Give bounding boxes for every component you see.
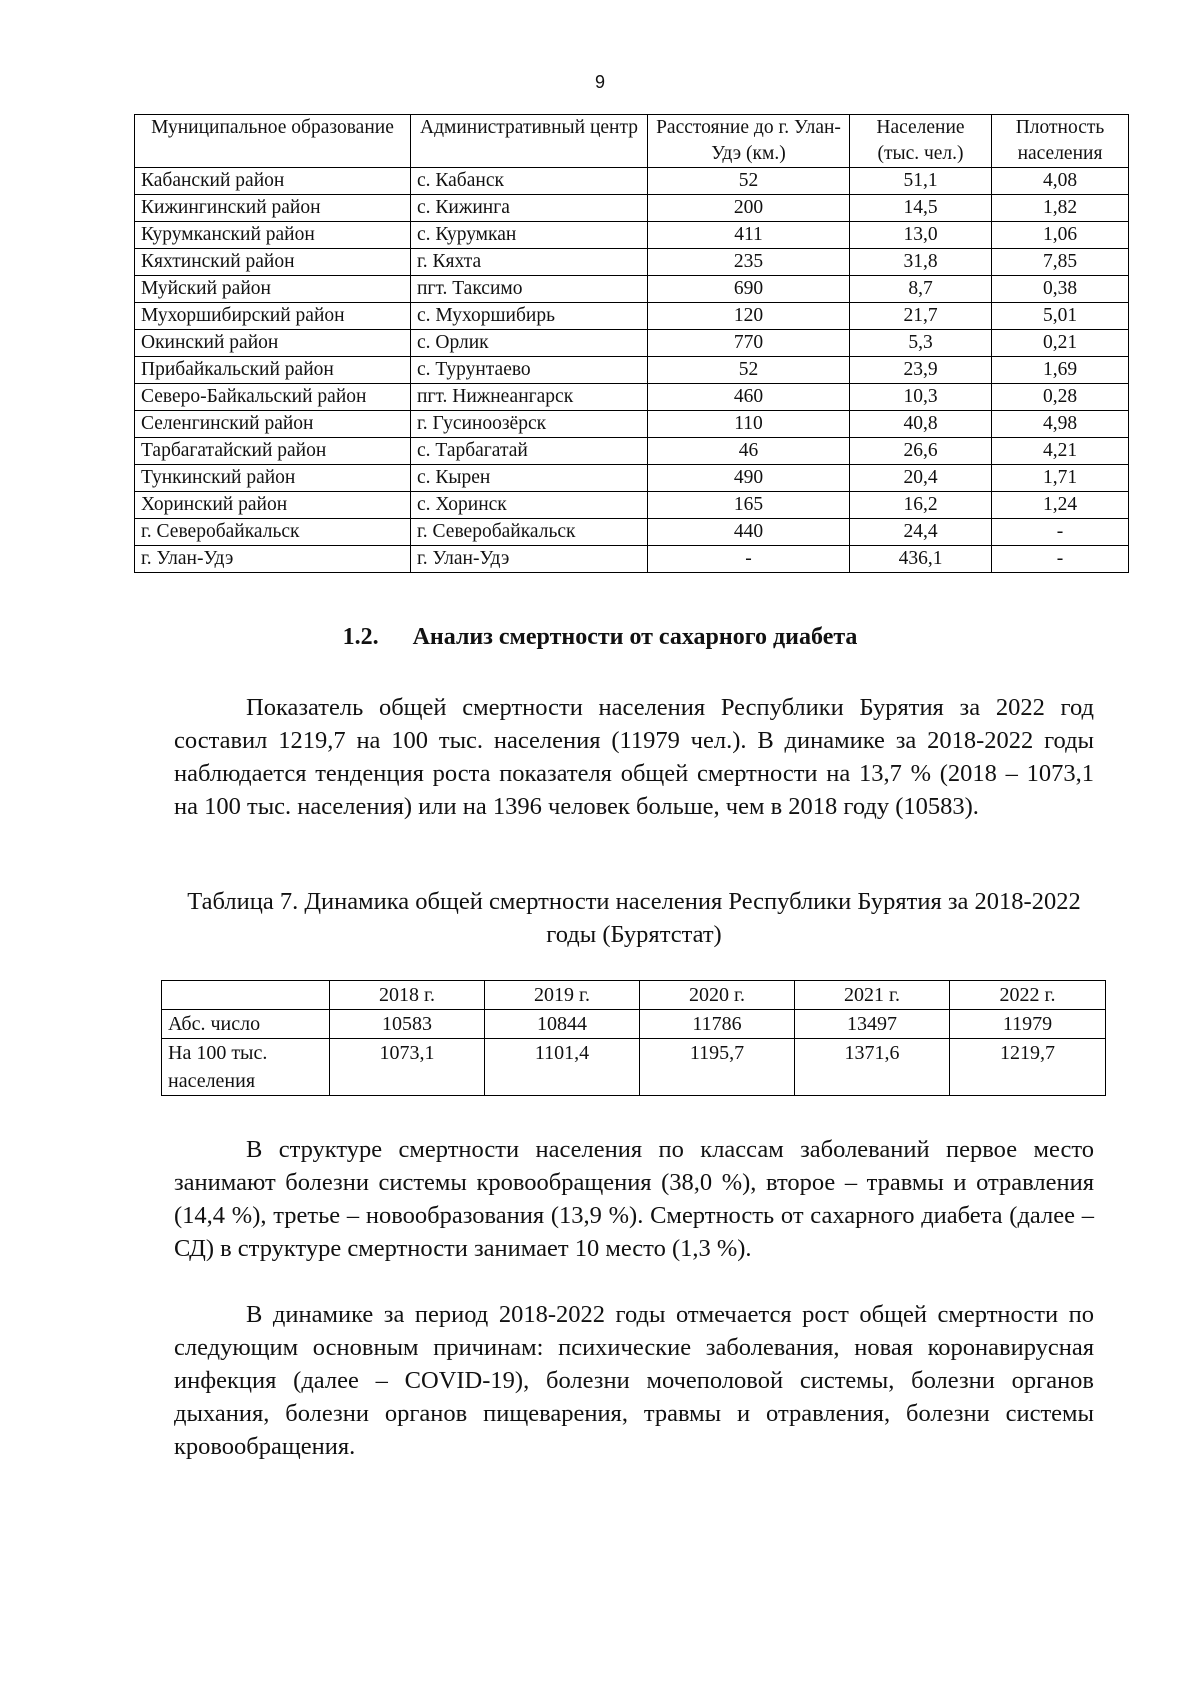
districts-cell: 436,1: [850, 546, 992, 573]
districts-cell: Муйский район: [135, 276, 411, 303]
districts-cell: 14,5: [850, 195, 992, 222]
districts-cell: 235: [648, 249, 850, 276]
districts-cell: 24,4: [850, 519, 992, 546]
dynamics-cell: 10583: [330, 1010, 485, 1039]
districts-cell: с. Кабанск: [411, 168, 648, 195]
districts-cell: 1,82: [992, 195, 1129, 222]
districts-cell: пгт. Нижнеангарск: [411, 384, 648, 411]
districts-cell: Окинский район: [135, 330, 411, 357]
dynamics-cell: 10844: [485, 1010, 640, 1039]
districts-cell: с. Хоринск: [411, 492, 648, 519]
districts-cell: с. Кижинга: [411, 195, 648, 222]
districts-cell: 0,21: [992, 330, 1129, 357]
districts-cell: г. Северобайкальск: [411, 519, 648, 546]
table-row: [162, 1010, 1106, 1039]
districts-cell: с. Кырен: [411, 465, 648, 492]
districts-cell: г. Улан-Удэ: [135, 546, 411, 573]
section-heading: [0, 624, 1200, 651]
districts-cell: с. Мухоршибирь: [411, 303, 648, 330]
districts-cell: 200: [648, 195, 850, 222]
dynamics-cell: 1073,1: [330, 1039, 485, 1096]
districts-cell: 21,7: [850, 303, 992, 330]
districts-cell: -: [992, 519, 1129, 546]
table-row: [135, 411, 1129, 438]
districts-cell: 0,38: [992, 276, 1129, 303]
paragraph-mortality-causes: В динамике за период 2018-2022 годы отмечается рост общей смертности по следующим основным причинам: психические заболевания, новая коронавирусная инфекция (далее – COVID-19), болезни мочеполовой системы, болезни органов дыхания, болезни органов пищеварения, травмы и отравления, болезни системы кровообращения.: [174, 1301, 1094, 1460]
districts-cell: 31,8: [850, 249, 992, 276]
table-row: [162, 1039, 1106, 1096]
districts-cell: 690: [648, 276, 850, 303]
dynamics-header-cell: [162, 981, 330, 1010]
dynamics-header-cell: 2018 г.: [330, 981, 485, 1010]
districts-cell: Тарбагатайский район: [135, 438, 411, 465]
districts-cell: 5,01: [992, 303, 1129, 330]
table-row: [135, 546, 1129, 573]
districts-cell: 52: [648, 357, 850, 384]
dynamics-header-cell: 2019 г.: [485, 981, 640, 1010]
districts-cell: Мухоршибирский район: [135, 303, 411, 330]
districts-cell: Тункинский район: [135, 465, 411, 492]
districts-cell: 1,69: [992, 357, 1129, 384]
table-row: [135, 357, 1129, 384]
dynamics-header-row: [162, 981, 1106, 1010]
districts-cell: с. Турунтаево: [411, 357, 648, 384]
table7-caption: Таблица 7. Динамика общей смертности населения Республики Бурятия за 2018-2022 годы (Бурятстат): [187, 888, 1081, 948]
districts-cell: Кижингинский район: [135, 195, 411, 222]
districts-cell: 16,2: [850, 492, 992, 519]
districts-cell: 770: [648, 330, 850, 357]
districts-table: [134, 114, 1129, 573]
districts-cell: г. Улан-Удэ: [411, 546, 648, 573]
dynamics-cell: 1195,7: [640, 1039, 795, 1096]
districts-cell: 1,24: [992, 492, 1129, 519]
section-number: 1.2.: [342, 624, 379, 650]
districts-header-cell: Административный центр: [411, 115, 648, 168]
districts-cell: 23,9: [850, 357, 992, 384]
table-row: [135, 330, 1129, 357]
districts-cell: 7,85: [992, 249, 1129, 276]
districts-cell: 1,06: [992, 222, 1129, 249]
districts-cell: г. Гусиноозёрск: [411, 411, 648, 438]
districts-cell: 5,3: [850, 330, 992, 357]
districts-cell: г. Кяхта: [411, 249, 648, 276]
districts-cell: Кяхтинский район: [135, 249, 411, 276]
districts-header-cell: Муниципальное образование: [135, 115, 411, 168]
districts-header-cell: Плотность населения: [992, 115, 1129, 168]
page-number: 9: [594, 72, 605, 92]
districts-cell: Прибайкальский район: [135, 357, 411, 384]
dynamics-cell: 1101,4: [485, 1039, 640, 1096]
dynamics-cell: 13497: [795, 1010, 950, 1039]
table-row: [135, 384, 1129, 411]
districts-cell: -: [648, 546, 850, 573]
districts-cell: с. Курумкан: [411, 222, 648, 249]
dynamics-cell: 11786: [640, 1010, 795, 1039]
districts-cell: 13,0: [850, 222, 992, 249]
districts-cell: Курумканский район: [135, 222, 411, 249]
districts-cell: 110: [648, 411, 850, 438]
table-row: [135, 249, 1129, 276]
districts-cell: 8,7: [850, 276, 992, 303]
districts-cell: 46: [648, 438, 850, 465]
table-row: [135, 222, 1129, 249]
districts-cell: 20,4: [850, 465, 992, 492]
districts-cell: Хоринский район: [135, 492, 411, 519]
dynamics-cell: 1371,6: [795, 1039, 950, 1096]
districts-cell: -: [992, 546, 1129, 573]
districts-cell: пгт. Таксимо: [411, 276, 648, 303]
section-title: Анализ смертности от сахарного диабета: [412, 624, 858, 650]
dynamics-cell: Абс. число: [162, 1010, 330, 1039]
districts-header-row: [135, 115, 1129, 168]
districts-cell: 460: [648, 384, 850, 411]
districts-cell: 490: [648, 465, 850, 492]
districts-cell: 51,1: [850, 168, 992, 195]
dynamics-cell: На 100 тыс. населения: [162, 1039, 330, 1096]
districts-cell: 120: [648, 303, 850, 330]
districts-header-cell: Население (тыс. чел.): [850, 115, 992, 168]
table-row: [135, 492, 1129, 519]
districts-cell: 4,21: [992, 438, 1129, 465]
table-row: [135, 465, 1129, 492]
districts-header-cell: Расстояние до г. Улан-Удэ (км.): [648, 115, 850, 168]
districts-cell: 52: [648, 168, 850, 195]
districts-cell: 4,98: [992, 411, 1129, 438]
districts-cell: 165: [648, 492, 850, 519]
districts-cell: Северо-Байкальский район: [135, 384, 411, 411]
table-row: [135, 519, 1129, 546]
districts-cell: Кабанский район: [135, 168, 411, 195]
districts-cell: 0,28: [992, 384, 1129, 411]
districts-cell: 1,71: [992, 465, 1129, 492]
districts-cell: 4,08: [992, 168, 1129, 195]
districts-cell: 411: [648, 222, 850, 249]
table-row: [135, 303, 1129, 330]
table-row: [135, 195, 1129, 222]
districts-cell: 40,8: [850, 411, 992, 438]
dynamics-cell: 1219,7: [950, 1039, 1106, 1096]
dynamics-header-cell: 2020 г.: [640, 981, 795, 1010]
table-row: [135, 438, 1129, 465]
districts-cell: с. Орлик: [411, 330, 648, 357]
paragraph-mortality-overview: Показатель общей смертности населения Республики Бурятия за 2022 год составил 1219,7 на 100 тыс. населения (11979 чел.). В динамике за 2018-2022 годы наблюдается тенденция роста показателя общей смертности на 13,7 % (2018 – 1073,1 на 100 тыс. населения) или на 1396 человек больше, чем в 2018 году (10583).: [174, 694, 1094, 820]
dynamics-header-cell: 2021 г.: [795, 981, 950, 1010]
table-row: [135, 276, 1129, 303]
mortality-dynamics-table: [161, 980, 1106, 1096]
districts-cell: 440: [648, 519, 850, 546]
table-row: [135, 168, 1129, 195]
districts-cell: 26,6: [850, 438, 992, 465]
dynamics-cell: 11979: [950, 1010, 1106, 1039]
districts-cell: 10,3: [850, 384, 992, 411]
districts-cell: Селенгинский район: [135, 411, 411, 438]
districts-cell: г. Северобайкальск: [135, 519, 411, 546]
districts-cell: с. Тарбагатай: [411, 438, 648, 465]
paragraph-mortality-structure: В структуре смертности населения по классам заболеваний первое место занимают болезни системы кровообращения (38,0 %), второе – травмы и отравления (14,4 %), третье – новообразования (13,9 %). Смертность от сахарного диабета (далее – СД) в структуре смертности занимает 10 место (1,3 %).: [174, 1136, 1094, 1262]
dynamics-header-cell: 2022 г.: [950, 981, 1106, 1010]
